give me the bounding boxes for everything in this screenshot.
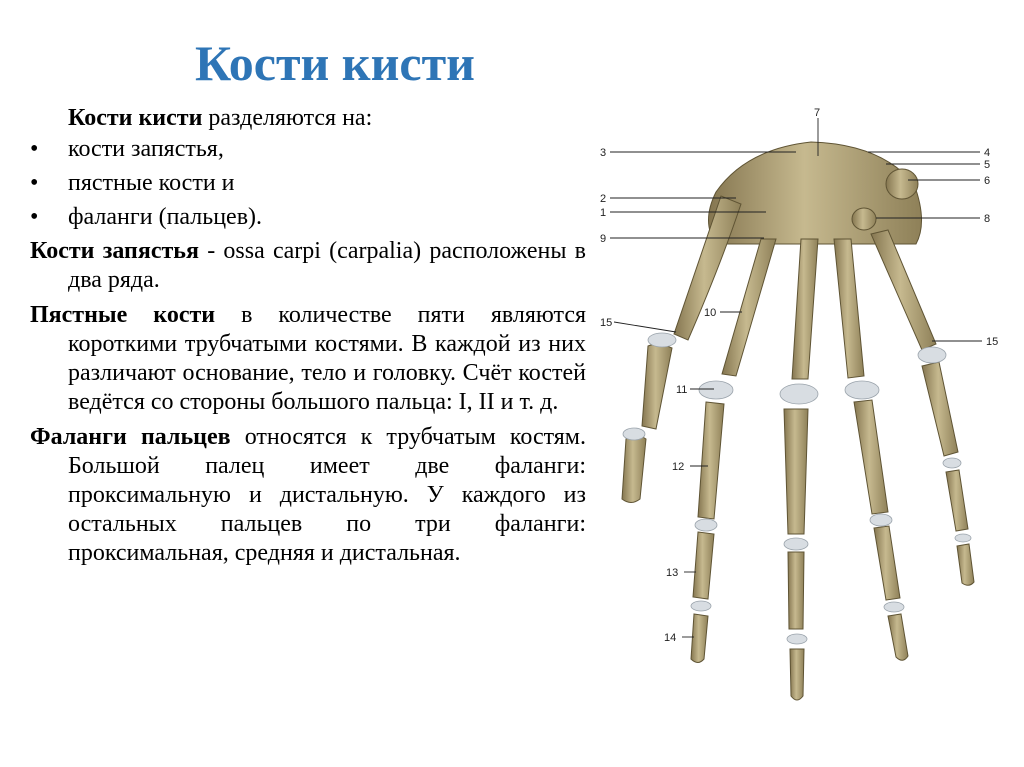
intro-line bbox=[30, 104, 586, 133]
figure-label: 5 bbox=[984, 159, 991, 171]
joint-cartilage bbox=[699, 381, 733, 399]
middle-proximal-phalanx bbox=[784, 409, 808, 534]
joint-cartilage bbox=[648, 333, 676, 347]
slide-title: Кости кисти bbox=[194, 35, 475, 91]
paragraph-bold: Пястные кости bbox=[30, 302, 216, 328]
pisiform-bone bbox=[886, 169, 918, 199]
figure-label: 3 bbox=[600, 147, 607, 159]
figure-label: 12 bbox=[672, 461, 685, 473]
joint-cartilage bbox=[918, 347, 946, 363]
figure-label: 6 bbox=[984, 175, 991, 187]
joint-cartilage bbox=[955, 534, 971, 542]
middle-middle-phalanx bbox=[788, 552, 804, 629]
paragraph-bold: Фаланги пальцев bbox=[30, 424, 231, 450]
bones-group bbox=[622, 142, 974, 700]
intro-rest: разделяются на: bbox=[202, 105, 373, 131]
figure-label: 8 bbox=[984, 213, 991, 225]
bullet-item bbox=[30, 203, 586, 232]
thumb-distal-phalanx bbox=[622, 436, 646, 503]
bullet-dot: • bbox=[30, 170, 39, 196]
joint-cartilage bbox=[845, 381, 879, 399]
bullet-text: кости запястья, bbox=[68, 136, 224, 162]
bullet-text: пястные кости и bbox=[68, 170, 235, 196]
figure-label: 7 bbox=[814, 107, 821, 119]
paragraph-metacarpal bbox=[30, 301, 586, 417]
little-middle-phalanx bbox=[946, 470, 968, 531]
index-middle-phalanx bbox=[693, 532, 714, 599]
paragraph-bold: Кости запястья bbox=[30, 238, 199, 264]
index-distal-phalanx bbox=[691, 614, 708, 663]
figure-label: 9 bbox=[600, 233, 607, 245]
paragraph-rest: относятся к трубчатым костям. Большой палец имеет две фаланги: проксимальную и дистальную. У каждого из остальных пальцев по три фаланги: проксимальная, средняя и дистальная. bbox=[68, 424, 586, 566]
ring-distal-phalanx bbox=[888, 614, 908, 660]
thumb-proximal-phalanx bbox=[642, 344, 672, 429]
bullet-list bbox=[30, 135, 586, 232]
middle-metacarpal bbox=[792, 239, 818, 379]
joint-cartilage bbox=[695, 519, 717, 531]
joint-cartilage bbox=[691, 601, 711, 611]
figure-label: 13 bbox=[666, 567, 679, 579]
paragraph-rest: - ossa carpi (carpalia) расположены в два ряда. bbox=[68, 238, 587, 293]
joint-cartilage bbox=[870, 514, 892, 526]
leader-line-15-left bbox=[614, 322, 676, 332]
index-proximal-phalanx bbox=[698, 402, 724, 519]
joint-cartilage bbox=[787, 634, 807, 644]
ring-metacarpal bbox=[834, 239, 864, 378]
bullet-text: фаланги (пальцев). bbox=[68, 204, 263, 230]
index-metacarpal bbox=[722, 239, 776, 376]
paragraph-carpal bbox=[30, 237, 586, 295]
figure-label: 14 bbox=[664, 632, 677, 644]
ring-proximal-phalanx bbox=[854, 400, 888, 514]
text-column bbox=[30, 104, 586, 574]
bullet-dot: • bbox=[30, 204, 39, 230]
little-distal-phalanx bbox=[957, 544, 974, 585]
intro-bold: Кости кисти bbox=[68, 105, 203, 131]
hamate-hook bbox=[852, 208, 876, 230]
ring-middle-phalanx bbox=[874, 526, 900, 600]
little-metacarpal bbox=[871, 230, 936, 350]
joint-cartilage bbox=[623, 428, 645, 440]
figure-label: 15 bbox=[986, 336, 999, 348]
figure-label: 1 bbox=[600, 207, 607, 219]
little-proximal-phalanx bbox=[922, 362, 958, 456]
figure-label: 10 bbox=[704, 307, 717, 319]
joint-cartilage bbox=[884, 602, 904, 612]
bullet-dot: • bbox=[30, 136, 39, 162]
hand-bones-illustration bbox=[596, 104, 1008, 716]
middle-distal-phalanx bbox=[790, 649, 804, 700]
joint-cartilage bbox=[780, 384, 818, 404]
paragraph-rest: в количестве пяти являются короткими трубчатыми костями. В каждой из них различают основание, тело и головку. Счёт костей ведётся со стороны большого пальца: I, II и т. д. bbox=[68, 302, 587, 415]
bullet-item bbox=[30, 169, 586, 198]
joint-cartilage bbox=[943, 458, 961, 468]
figure-label: 15 bbox=[600, 317, 613, 329]
figure-label: 2 bbox=[600, 193, 607, 205]
bullet-item bbox=[30, 135, 586, 164]
figure-label: 11 bbox=[676, 384, 688, 396]
figure-label: 4 bbox=[984, 147, 991, 159]
paragraph-phalanges bbox=[30, 423, 586, 568]
joint-cartilage bbox=[784, 538, 808, 550]
